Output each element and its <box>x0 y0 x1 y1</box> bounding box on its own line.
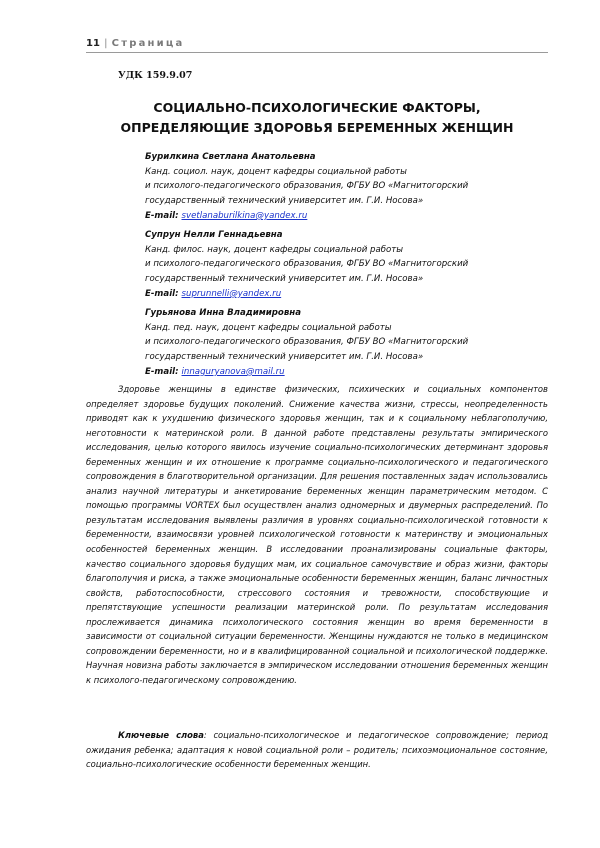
keywords-colon: : <box>203 730 214 740</box>
author-name: Супрун Нелли Геннадьевна <box>145 230 283 240</box>
abstract <box>86 382 548 687</box>
author-affiliation-line: и психолого-педагогического образования, ФГБУ ВО «Магнитогорский <box>145 259 469 270</box>
author-email-row <box>145 365 545 380</box>
email-label: E-mail: <box>145 210 182 221</box>
keywords-paragraph <box>86 728 548 772</box>
author-affiliation-line: Канд. пед. наук, доцент кафедры социальной работы <box>145 322 392 333</box>
udk-code: УДК 159.9.07 <box>118 70 193 81</box>
keywords-text: социально-психологическое и педагогическое сопровождение; период ожидания ребенка; адаптация к новой социальной роли – родитель; психоэмоциональное состояние, социально-психологические особенности беременных женщин. <box>86 730 548 770</box>
author-name: Бурилкина Светлана Анатольевна <box>145 152 316 162</box>
keywords-block <box>86 728 548 772</box>
keywords-label: Ключевые слова <box>118 730 204 740</box>
author-name: Гурьянова Инна Владимировна <box>145 308 301 318</box>
page-word: Страница <box>111 38 185 49</box>
author-block-2 <box>145 228 545 302</box>
article-title <box>86 98 548 138</box>
email-link[interactable]: innaguryanova@mail.ru <box>181 366 285 377</box>
abstract-text: Здоровье женщины в единстве физических, психических и социальных компонентов определяет здоровье будущих поколений. Снижение качества жизни, стрессы, неопределенность приводят как к ухудшению физического здоровья женщин, так и к социальному неблагополучию, неготовности к материнской роли. В данной работе представлены результаты эмпирического исследования, целью которого явилось изучение социально-психологических детерминант здоровья беременных женщин и их отношение к программе социально-психологического и педагогического сопровождения в благотворительной организации. Для решения поставленных задач использовались анализ научной литературы и анкетирование беременных женщин параметрическим методом. С помощью программы VORTEX был осуществлен анализ одномерных и двумерных распределений. По результатам исследования выявлены различия в уровнях социально-психологической готовности к беременности, взаимосвязи уровней психологической готовности к материнству и эмоциональных особенностей беременных женщин. В исследовании проанализированы социальные факторы, качество социального здоровья будущих мам, их социальное самочувствие и образ жизни, факторы благополучия и риска, а также эмоциональные особенности беременных женщин, баланс личностных свойств, работоспособности, стрессового состояния и тревожности, способствующие и препятствующие успешности реализации материнской роли. По результатам исследования прослеживается динамика психологического состояния женщин во время беременности в зависимости от социальной ситуации беременности. Женщины нуждаются не только в медицинском сопровождении беременности, но и в квалифицированной социальной и психологической поддержке. Научная новизна работы заключается в эмпирическом исследовании отношения беременных женщин к психолого-педагогическому сопровождению. <box>86 384 548 685</box>
header-separator: | <box>104 38 108 49</box>
author-affiliation-line: и психолого-педагогического образования, ФГБУ ВО «Магнитогорский <box>145 181 469 192</box>
author-affiliation-line: государственный технический университет им. Г.И. Носова» <box>145 196 424 207</box>
author-affiliation-line: государственный технический университет им. Г.И. Носова» <box>145 274 424 285</box>
author-email-row <box>145 287 545 302</box>
running-header <box>86 38 548 53</box>
email-link[interactable]: suprunnelli@yandex.ru <box>181 288 282 299</box>
title-line-2: ОПРЕДЕЛЯЮЩИЕ ЗДОРОВЬЯ БЕРЕМЕННЫХ ЖЕНЩИН <box>120 120 514 135</box>
title-line-1: СОЦИАЛЬНО-ПСИХОЛОГИЧЕСКИЕ ФАКТОРЫ, <box>153 100 481 115</box>
author-block-3 <box>145 306 545 380</box>
page-number: 11 <box>86 38 100 49</box>
author-affiliation-line: Канд. социол. наук, доцент кафедры социальной работы <box>145 166 407 177</box>
email-label: E-mail: <box>145 288 182 299</box>
author-affiliation-line: Канд. филос. наук, доцент кафедры социальной работы <box>145 244 404 255</box>
author-affiliation-line: государственный технический университет им. Г.И. Носова» <box>145 352 424 363</box>
author-affiliation-line: и психолого-педагогического образования, ФГБУ ВО «Магнитогорский <box>145 337 469 348</box>
email-label: E-mail: <box>145 366 182 377</box>
author-email-row <box>145 209 545 224</box>
author-block-1 <box>145 150 545 224</box>
email-link[interactable]: svetlanaburilkina@yandex.ru <box>181 210 308 221</box>
